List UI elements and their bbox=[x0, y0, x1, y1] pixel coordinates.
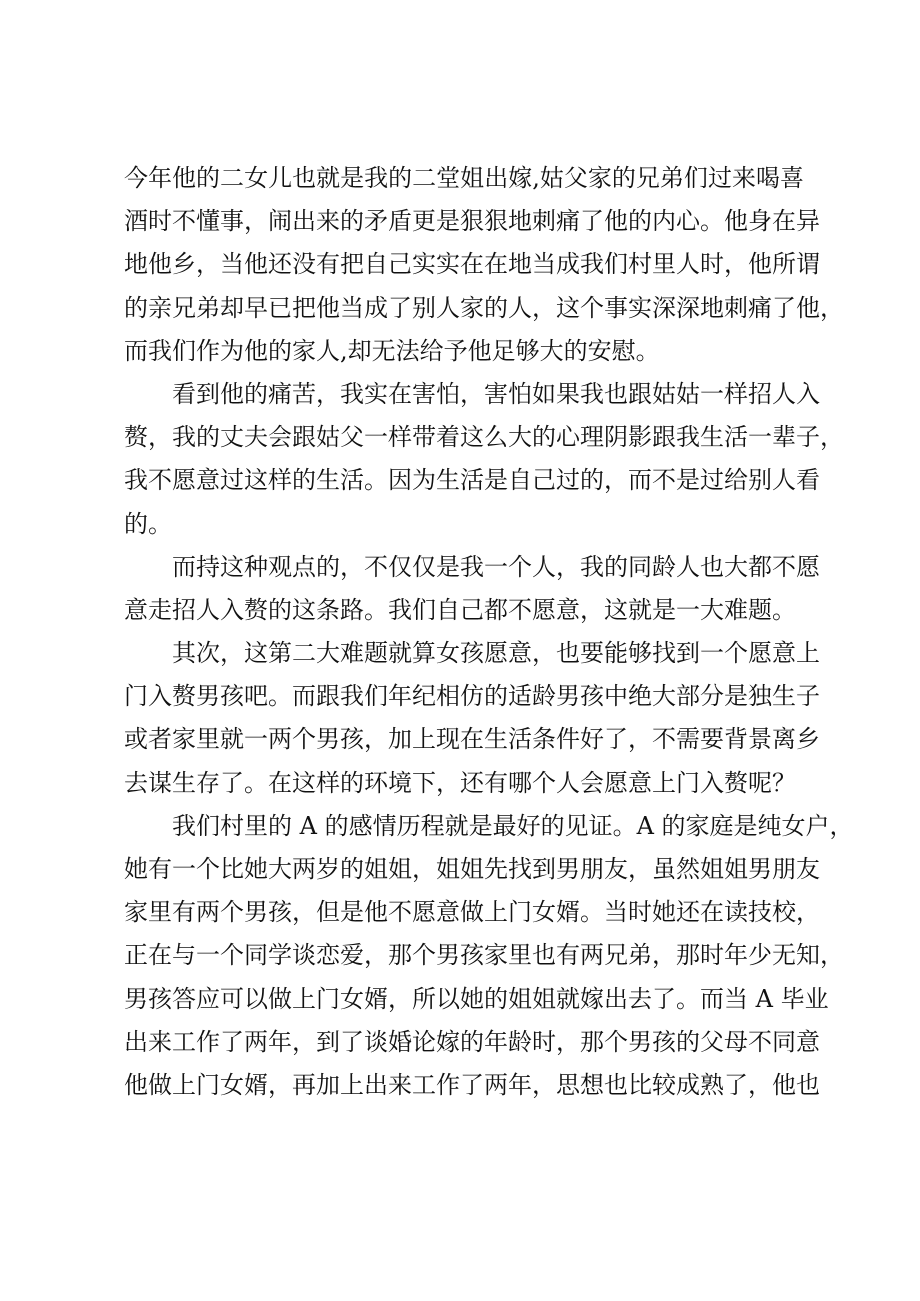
paragraph-line: 家里有两个男孩，但是他不愿意做上门女婿。当时她还在读技校， bbox=[124, 898, 820, 927]
paragraph-line: 他做上门女婿，再加上出来工作了两年，思想也比较成熟了，他也 bbox=[124, 1070, 820, 1099]
paragraph-line: 我们村里的 A 的感情历程就是最好的见证。A 的家庭是纯女户， bbox=[172, 811, 854, 840]
paragraph-line: 酒时不懂事，闹出来的矛盾更是狠狠地刺痛了他的内心。他身在异 bbox=[124, 207, 820, 236]
paragraph bbox=[124, 546, 820, 632]
paragraph-line: 我不愿意过这样的生活。因为生活是自己过的，而不是过给别人看 bbox=[124, 466, 820, 495]
paragraph-line: 而我们作为他的家人,却无法给予他足够大的安慰。 bbox=[124, 336, 660, 365]
paragraph-line: 看到他的痛苦，我实在害怕，害怕如果我也跟姑姑一样招人入 bbox=[172, 379, 820, 408]
paragraph-line: 意走招人入赘的这条路。我们自己都不愿意，这就是一大难题。 bbox=[124, 595, 796, 624]
paragraph bbox=[124, 373, 844, 546]
paragraph-line: 出来工作了两年，到了谈婚论嫁的年龄时，那个男孩的父母不同意 bbox=[124, 1027, 820, 1056]
paragraph-line: 赘，我的丈夫会跟姑父一样带着这么大的心理阴影跟我生活一辈子， bbox=[124, 423, 844, 452]
paragraph bbox=[124, 157, 844, 373]
document-body bbox=[124, 157, 854, 1107]
paragraph-line: 去谋生存了。在这样的环境下，还有哪个人会愿意上门入赘呢？ bbox=[124, 768, 796, 797]
paragraph-line: 门入赘男孩吧。而跟我们年纪相仿的适龄男孩中绝大部分是独生子 bbox=[124, 682, 820, 711]
paragraph-line: 或者家里就一两个男孩，加上现在生活条件好了，不需要背景离乡 bbox=[124, 725, 820, 754]
paragraph-line: 地他乡，当他还没有把自己实实在在地当成我们村里人时，他所谓 bbox=[124, 250, 820, 279]
paragraph-line: 正在与一个同学谈恋爱，那个男孩家里也有两兄弟，那时年少无知， bbox=[124, 941, 844, 970]
paragraph-line: 的。 bbox=[124, 509, 172, 538]
paragraph bbox=[124, 632, 820, 805]
paragraph-line: 的亲兄弟却早已把他当成了别人家的人，这个事实深深地刺痛了他， bbox=[124, 293, 844, 322]
paragraph-line: 男孩答应可以做上门女婿，所以她的姐姐就嫁出去了。而当 A 毕业 bbox=[124, 984, 829, 1013]
paragraph-line: 今年他的二女儿也就是我的二堂姐出嫁,姑父家的兄弟们过来喝喜 bbox=[124, 164, 804, 192]
paragraph-line: 其次，这第二大难题就算女孩愿意，也要能够找到一个愿意上 bbox=[172, 639, 820, 668]
paragraph-line: 她有一个比她大两岁的姐姐，姐姐先找到男朋友，虽然姐姐男朋友 bbox=[124, 855, 820, 883]
paragraph-line: 而持这种观点的，不仅仅是我一个人，我的同龄人也大都不愿 bbox=[172, 552, 820, 581]
paragraph bbox=[124, 805, 854, 1107]
